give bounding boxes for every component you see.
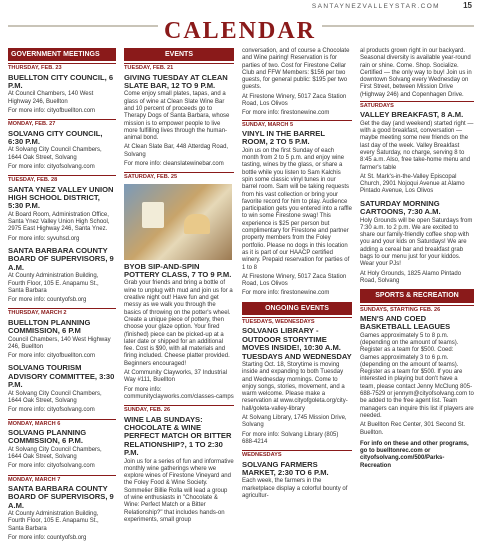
entry-info: For more info: cityofbuellton.com: [8, 108, 96, 114]
entry-title: MEN'S AND COED BASKETBALL LEAGUES: [360, 313, 451, 332]
entry-title: SOLVANG PLANNING COMMISSION, 6 P.M.: [8, 427, 87, 446]
entry-info: For more info: countyofsb.org: [8, 534, 87, 541]
section-header-sports: SPORTS & RECREATION: [360, 289, 474, 302]
list-item: [242, 450, 352, 500]
list-item: [8, 308, 116, 360]
entry-date: MONDAY, MARCH 7: [8, 475, 116, 484]
entry-location: At Buellton Rec Center, 301 Second St. Buellton.: [360, 422, 466, 436]
entry-location: At Solvang Library, 1745 Mission Drive, Solvang: [242, 415, 347, 429]
entry-date: WEDNESDAYS: [242, 450, 352, 459]
entry-info: For more info: cityofbuellton.com: [8, 353, 96, 360]
entry-body: Join us for a series of fun and informative monthly wine gatherings where we explore wines of Firestone Vineyard and the Foley Food & Wine Society. Sommelier Billie Rolla will lead a group of wine enthusiasts in "Chocolate & Wine: Perfect Match or a Bitter Relationship?" that includes hands-on experiments, small group: [124, 458, 234, 523]
entry-body: At Solvang City Council Chambers, 1644 Oak Street, Solvang: [8, 390, 102, 404]
list-item: [8, 175, 116, 243]
entry-title: VINYL IN THE BARREL ROOM, 2 TO 5 P.M.: [242, 128, 325, 147]
column-government: [8, 48, 116, 541]
entry-location: At St. Mark's-in-the-Valley Episcopal Church, 2901 Nojoqui Avenue at Alamo Pintado Avenue, Los Olivos: [360, 173, 465, 195]
entry-body: At County Administration Building, Fourth Floor, 105 E. Anapamu St., Santa Barbara: [8, 511, 99, 532]
entry-location: At Holy Grounds, 1825 Alamo Pintado Road, Solvang: [360, 270, 462, 284]
entry-body: Grab your friends and bring a bottle of wine to unplug with mud and join us for a creative night out! Have fun and get messy as we walk you through the basics of throwing on the potter's wheel. Create a unique piece of pottery, then choose your glaze option. Your fired (finished) piece can be picked-up at a later date or shipped for an additional fee. Cost is $90, with all materials and firing included. Cheese platter provided. Beginners encouraged!: [124, 280, 233, 367]
column-events: [124, 48, 234, 523]
entry-body: Starting Oct. 18, Storytime is moving inside and expanding to both Tuesday and Wednesday mornings. Come to enjoy songs, stories, movement, and a warm welcome. Please make a reservation at www.cityofgoleta.org/city-hall/goleta-valley-library: [242, 361, 348, 412]
entry-body: Games approximately 5 to 8 p.m. (depending on the amount of teams). Register as a team for $500. Coed: Games approximately 3 to 6 p.m. (depending on the amount of teams). Register as a team for $500. If you are interested in playing but don't have a team, please contact Jenny McClung 805-688-7529 or jennym@cityofsolvang.com to be added to the free agent list. Team managers can inquire this list if players are needed.: [360, 332, 474, 419]
entry-info: For more info: firestonewine.com: [242, 110, 330, 117]
pottery-photo: [124, 184, 232, 260]
entry-body: At Solvang City Council Chambers, 1644 Oak Street, Solvang: [8, 446, 102, 460]
list-item: [8, 247, 116, 304]
list-item: [8, 119, 116, 171]
entry-title: BUELLTON PLANNING COMMISSION, 6 P.M: [8, 317, 91, 336]
entry-info: For more info: cityofsolvang.com: [8, 463, 95, 470]
entry-date: SUNDAY, MARCH 5: [242, 120, 352, 129]
calendar-columns: [8, 48, 474, 541]
entry-title: SATURDAY MORNING CARTOONS, 7:30 A.M.: [360, 198, 441, 217]
entry-title: WINE LAB SUNDAYS: CHOCOLATE & WINE PERFECT MATCH OR BITTER RELATIONSHIP?, 1 TO 2:30 P.M.: [124, 414, 232, 458]
entry-title: SANTA BARBARA COUNTY BOARD OF SUPERVISORS, 9 A.M.: [8, 246, 114, 272]
closing-note: For info on these and other programs, go to buelltonrec.com or cityofsolvang.com/500/Parks-Recreation: [360, 440, 469, 469]
entry-body: At County Administration Building, Fourth Floor, 105 E. Anapamu St., Santa Barbara: [8, 273, 99, 294]
entry-title: GIVING TUESDAY AT CLEAN SLATE BAR, 12 TO 9 P.M.: [124, 72, 228, 90]
list-item: [360, 305, 474, 437]
page-number: 15: [463, 1, 472, 10]
section-header-ongoing: ONGOING EVENTS: [242, 302, 352, 315]
entry-date: SATURDAYS: [360, 101, 474, 110]
entry-title: SOLVANG LIBRARY - OUTDOOR STORYTIME MOVES INSIDE!, 10:30 A.M. TUESDAYS AND WEDNESDAY: [242, 326, 352, 361]
entry-date: TUESDAY, FEB. 21: [124, 63, 234, 72]
section-header-government: GOVERNMENT MEETINGS: [8, 48, 116, 61]
entry-info: For more info: firestonewine.com: [242, 290, 330, 297]
entry-title: VALLEY BREAKFAST, 8 A.M.: [360, 110, 464, 120]
entry-location: At Community Clayworks, 37 Industrial Way #111, Buellton: [124, 370, 228, 384]
site-url: SANTAYNEZVALLEYSTAR.COM: [311, 3, 440, 10]
entry-info: For more info: cleanslatewinebar.com: [124, 161, 224, 168]
entry-body: Each week, the farmers in the marketplace display a colorful bounty of agricultur-: [242, 478, 348, 499]
entry-info: For more info: cityofsolvang.com: [8, 407, 95, 414]
entry-body: At Council Chambers, 140 West Highway 246, Buellton: [8, 91, 94, 105]
entry-date: SATURDAY, FEB. 25: [124, 172, 234, 181]
entry-body: Holy Grounds will be open Saturdays from 7:30 a.m. to 2 p.m. We are excited to share our family-friendly coffee shop with you and your kids on Saturdays! We are adding a cereal bar and breakfast grab bags to our menu just for your kiddos. Wear your PJs!: [360, 217, 473, 268]
list-item: [124, 63, 234, 168]
entry-info: For more info: countyofsb.org: [8, 297, 87, 304]
entry-info: For more info: cityofsolvang.com: [8, 164, 95, 170]
entry-date: MONDAY, FEB. 27: [8, 119, 116, 128]
entry-location: At Firestone Winery, 5017 Zaca Station Road, Los Olivos: [242, 273, 347, 288]
list-item: [360, 200, 474, 285]
entry-body: At Solvang City Council Chambers, 1644 Oak Street, Solvang: [8, 147, 102, 161]
entry-body: Join us on the first Sunday of each month from 2 to 5 p.m. and enjoy wine tasting, wines by the glass, or share a bottle while you listen to Sam Kalchis spin some classic vinyl tunes in our barrel room. Sam will be taking requests from his vast collection or bring your favorite record for him to play. Audience participation gets you entered into a raffle to win some Firestone swag! This experience is $25 per person but complimentary for Firestone and partner property members from the Foley portfolio. Please no dogs in this location as it is part of our HAACP certified winery. Prepaid reservation for parties of 1 to 8: [242, 147, 352, 271]
continued-text: al products grown right in our backyard. Seasonal diversity is available year-round rain or shine. Come. Shop. Socialize. Certified — the only way to buy! Join us in downtown Solvang every Wednesday on First Street, between Mission Drive (Highway 246) and Copenhagen Drive.: [360, 48, 472, 98]
entry-title: BUELLTON CITY COUNCIL, 6 P.M.: [8, 72, 114, 90]
list-item: [8, 475, 116, 542]
list-item: [8, 63, 116, 115]
entry-body: At Board Room, Administration Office, Santa Ynez Valley Union High School, 2975 East Highway 246, Santa Ynez.: [8, 211, 110, 233]
list-item: [8, 364, 116, 414]
entry-date: MONDAY, MARCH 6: [8, 419, 116, 428]
entry-title: SOLVANG TOURISM ADVISORY COMMITTEE, 3:30 P.M.: [8, 363, 115, 390]
page-title: CALENDAR: [163, 18, 316, 44]
column-events-continued: [242, 48, 352, 499]
entry-location: At Clean Slate Bar, 448 Atterdag Road, Solvang: [124, 144, 229, 158]
entry-title: SOLVANG FARMERS MARKET, 2:30 TO 6 P.M.: [242, 459, 329, 477]
list-item: [8, 419, 116, 471]
entry-body: Council Chambers, 140 West Highway 246, Buellton: [8, 336, 111, 350]
entry-date: THURSDAY, MARCH 2: [8, 308, 116, 317]
list-item: [124, 405, 234, 524]
photo-bowl-shape: [184, 214, 210, 234]
list-item: [124, 172, 234, 401]
header-rule-right: [322, 25, 474, 27]
entry-title: SANTA BARBARA COUNTY BOARD OF SUPERVISORS, 9 A.M.: [8, 483, 114, 510]
entry-title: SOLVANG CITY COUNCIL, 6:30 P.M.: [8, 128, 103, 146]
photo-cup-shape: [142, 202, 164, 228]
entry-info: For more info: communityclayworks.com/classes-camps: [124, 386, 234, 400]
entry-title: SANTA YNEZ VALLEY UNION HIGH SCHOOL DISTRICT, 5:30 P.M.: [8, 184, 114, 211]
entry-date: SUNDAYS, STARTING FEB. 26: [360, 305, 474, 314]
list-item: [242, 120, 352, 298]
entry-title: BYOB SIP-AND-SPIN POTTERY CLASS, 7 TO 9 P.M.: [124, 261, 232, 280]
entry-info: For more info: Solvang Library (805) 688-4214: [242, 431, 339, 445]
entry-location: At Firestone Winery, 5017 Zaca Station Road, Los Olivos: [242, 93, 347, 108]
list-item: [360, 101, 474, 196]
list-item: [242, 317, 352, 446]
column-ongoing-continued: [360, 48, 474, 478]
entry-date: SUNDAY, FEB. 26: [124, 405, 234, 414]
entry-body: Get the day (and weekend) started right — with a good breakfast, conversation — maybe meeting some new friends on the last day of the week. Valley Breakfast every Saturday, no charge, serving 8 to 8:45 a.m. Also, free take-home menu and farmer's table: [360, 120, 474, 171]
entry-date: THURSDAY, FEB. 23: [8, 63, 116, 72]
entry-body: Come enjoy small plates, tapas, and a glass of wine at Clean Slate Wine Bar and 10 percent of proceeds go to Therapy Dogs of Santa Barbara, whose mission is to empower people to live more fulfilling lives through the human-animal bond.: [124, 91, 230, 142]
section-header-events: EVENTS: [124, 48, 234, 61]
continued-text: conversation, and of course a Chocolate and Wine pairing! Reservation is for parties of two. Cost for Firestone Cellar Club and FFW Members: $156 per two guests, for general public: $195 per two guests.: [242, 48, 350, 91]
entry-date: TUESDAYS, WEDNESDAYS: [242, 317, 352, 326]
entry-date: TUESDAY, FEB. 28: [8, 175, 116, 184]
entry-info: For more info: syvuhsd.org: [8, 235, 80, 242]
